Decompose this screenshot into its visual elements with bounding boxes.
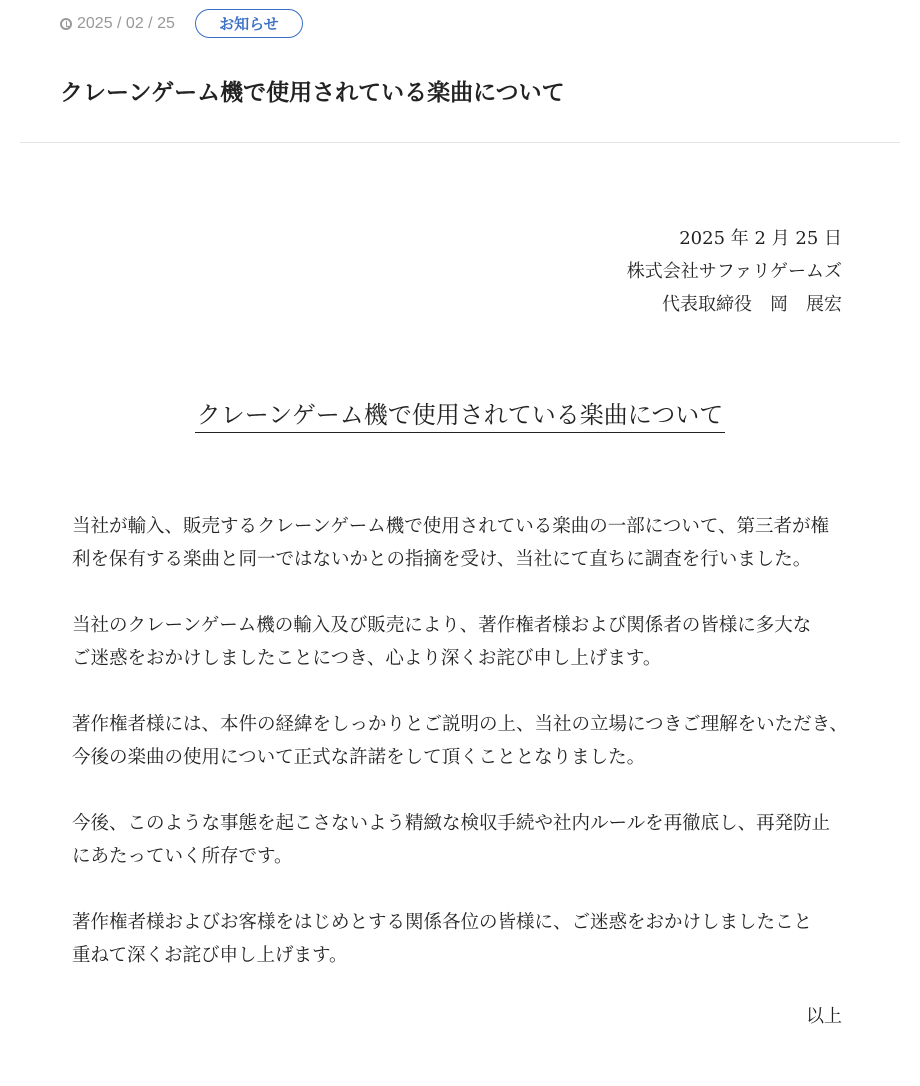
paragraph-line: 今後、このような事態を起こさないよう精緻な検収手続や社内ルールを再徹底し、再発防止	[72, 813, 831, 834]
post-meta	[60, 8, 303, 39]
page-title: クレーンゲーム機で使用されている楽曲について	[60, 79, 565, 105]
representative: 代表取締役 岡 展宏	[662, 294, 842, 315]
paragraph-line: 今後の楽曲の使用について正式な許諾をして頂くこととなりました。	[72, 747, 646, 768]
clock-icon	[60, 18, 72, 30]
post-date-text: 2025 / 02 / 25	[77, 14, 175, 32]
paragraph-line: 著作権者様およびお客様をはじめとする関係各位の皆様に、ご迷惑をおかけしましたこと	[72, 912, 813, 933]
closing: 以上	[806, 1006, 842, 1027]
paragraph-line: ご迷惑をおかけしましたことにつき、心より深くお詫び申し上げます。	[72, 648, 662, 669]
paragraph	[72, 708, 848, 774]
signature-block	[627, 222, 842, 321]
paragraph	[72, 510, 848, 576]
paragraph	[72, 609, 848, 675]
category-badge[interactable]: お知らせ	[195, 9, 303, 38]
paragraph-line: 利を保有する楽曲と同一ではないかとの指摘を受け、当社にて直ちに調査を行いました。	[72, 549, 812, 570]
subject-text: クレーンゲーム機で使用されている楽曲について	[195, 401, 726, 433]
paragraph	[72, 906, 848, 972]
paragraph-line: にあたっていく所存です。	[72, 846, 293, 867]
company-name: 株式会社サファリゲームズ	[626, 261, 842, 282]
paragraph-line: 当社が輸入、販売するクレーンゲーム機で使用されている楽曲の一部について、第三者が権	[72, 516, 830, 537]
paragraph	[72, 807, 848, 873]
paragraphs	[72, 510, 848, 1005]
paragraph-line: 重ねて深くお詫び申し上げます。	[72, 945, 348, 966]
paragraph-line: 当社のクレーンゲーム機の輸入及び販売により、著作権者様および関係者の皆様に多大な	[72, 615, 812, 636]
document-subject	[0, 395, 920, 430]
document-date: 2025 年 2 月 25 日	[679, 228, 842, 249]
paragraph-line: 著作権者様には、本件の経緯をしっかりとご説明の上、当社の立場につきご理解をいただき、	[72, 714, 848, 735]
divider	[20, 142, 900, 143]
post-date	[60, 15, 175, 33]
